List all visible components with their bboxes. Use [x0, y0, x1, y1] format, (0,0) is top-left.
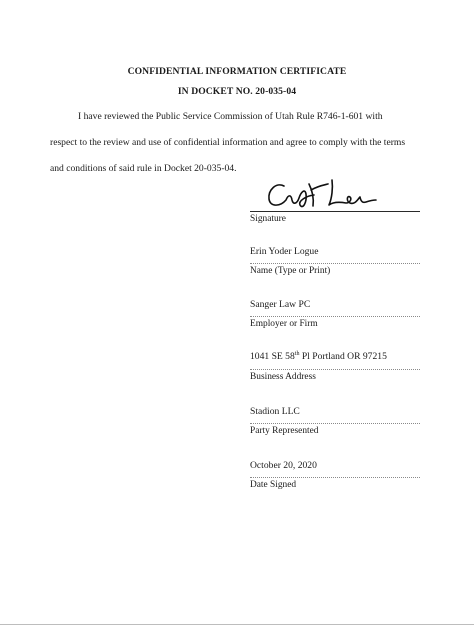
handwritten-signature [262, 172, 382, 214]
signature-label: Signature [250, 214, 286, 224]
paragraph-line-3: and conditions of said rule in Docket 20-035-04. [50, 163, 237, 174]
party-label: Party Represented [250, 426, 319, 436]
name-label: Name (Type or Print) [250, 266, 331, 276]
address-label: Business Address [250, 372, 316, 382]
date-line [250, 477, 420, 478]
address-line [250, 369, 420, 370]
paragraph-line-2: respect to the review and use of confidential information and agree to comply with the terms [50, 137, 406, 148]
paragraph-line-1: I have reviewed the Public Service Commission of Utah Rule R746-1-601 with [78, 111, 383, 122]
date-value: October 20, 2020 [250, 460, 317, 471]
date-label: Date Signed [250, 480, 297, 490]
party-line [250, 423, 420, 424]
docket-heading: IN DOCKET NO. 20-035-04 [177, 86, 297, 97]
certification-paragraph [50, 104, 430, 182]
name-line [250, 263, 420, 264]
name-value: Erin Yoder Logue [250, 246, 319, 257]
employer-label: Employer or Firm [250, 319, 318, 329]
document-title: CONFIDENTIAL INFORMATION CERTIFICATE [127, 66, 347, 77]
employer-value: Sanger Law PC [250, 299, 311, 310]
signature-line [250, 211, 420, 212]
address-value: 1041 SE 58th Pl Portland OR 97215 [250, 350, 387, 362]
party-value: Stadion LLC [250, 406, 300, 417]
employer-line [250, 316, 420, 317]
page-bottom-border [0, 624, 474, 625]
